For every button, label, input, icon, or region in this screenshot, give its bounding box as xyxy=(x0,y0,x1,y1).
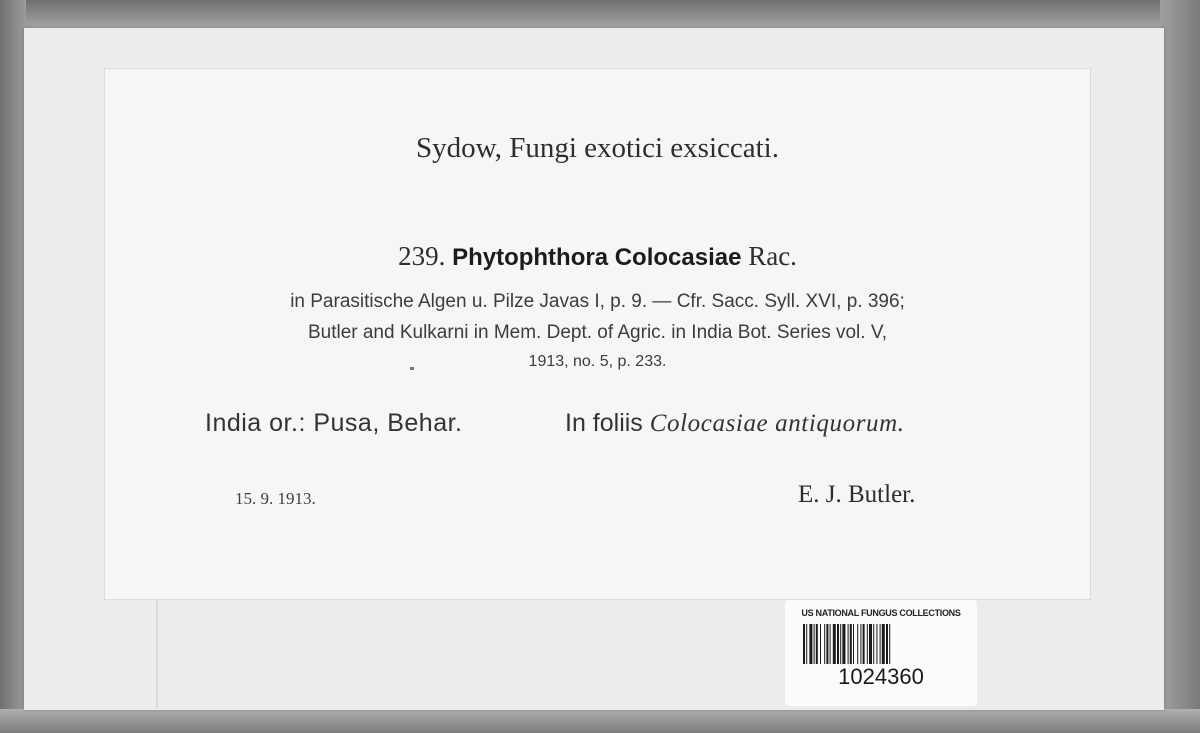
specimen-label xyxy=(104,68,1091,600)
locality: India or.: Pusa, Behar. xyxy=(205,409,463,437)
species-author: Rac. xyxy=(748,241,797,271)
host-info xyxy=(565,409,905,438)
backdrop-top-edge xyxy=(0,0,1200,28)
herbarium-sheet xyxy=(24,28,1164,710)
reference-line-3: 1913, no. 5, p. 233. xyxy=(528,353,667,370)
host-prefix: In foliis xyxy=(565,409,643,437)
barcode-icon xyxy=(803,624,963,664)
backdrop-left-edge xyxy=(0,0,26,733)
reference-line-1: in Parasitische Algen u. Pilze Javas I, p. 9. — Cfr. Sacc. Syll. XVI, p. 396; xyxy=(290,291,905,312)
collection-title: Sydow, Fungi exotici exsiccati. xyxy=(416,132,779,164)
collection-date: 15. 9. 1913. xyxy=(235,489,316,508)
species-heading xyxy=(105,241,1090,272)
host-name: Colocasiae antiquorum. xyxy=(649,410,905,437)
species-number: 239. xyxy=(398,241,446,271)
sheet-crease xyxy=(156,588,158,708)
species-name: Phytophthora Colocasiae xyxy=(452,244,742,271)
collector-name: E. J. Butler. xyxy=(798,481,916,508)
reference-line-2: Butler and Kulkarni in Mem. Dept. of Agric. in India Bot. Series vol. V, xyxy=(307,322,888,343)
barcode-institution: US NATIONAL FUNGUS COLLECTIONS xyxy=(801,608,961,618)
backdrop-bottom-edge xyxy=(0,709,1200,733)
barcode-label xyxy=(785,600,977,706)
barcode-number: 1024360 xyxy=(838,664,924,689)
backdrop-right-edge xyxy=(1160,0,1200,733)
